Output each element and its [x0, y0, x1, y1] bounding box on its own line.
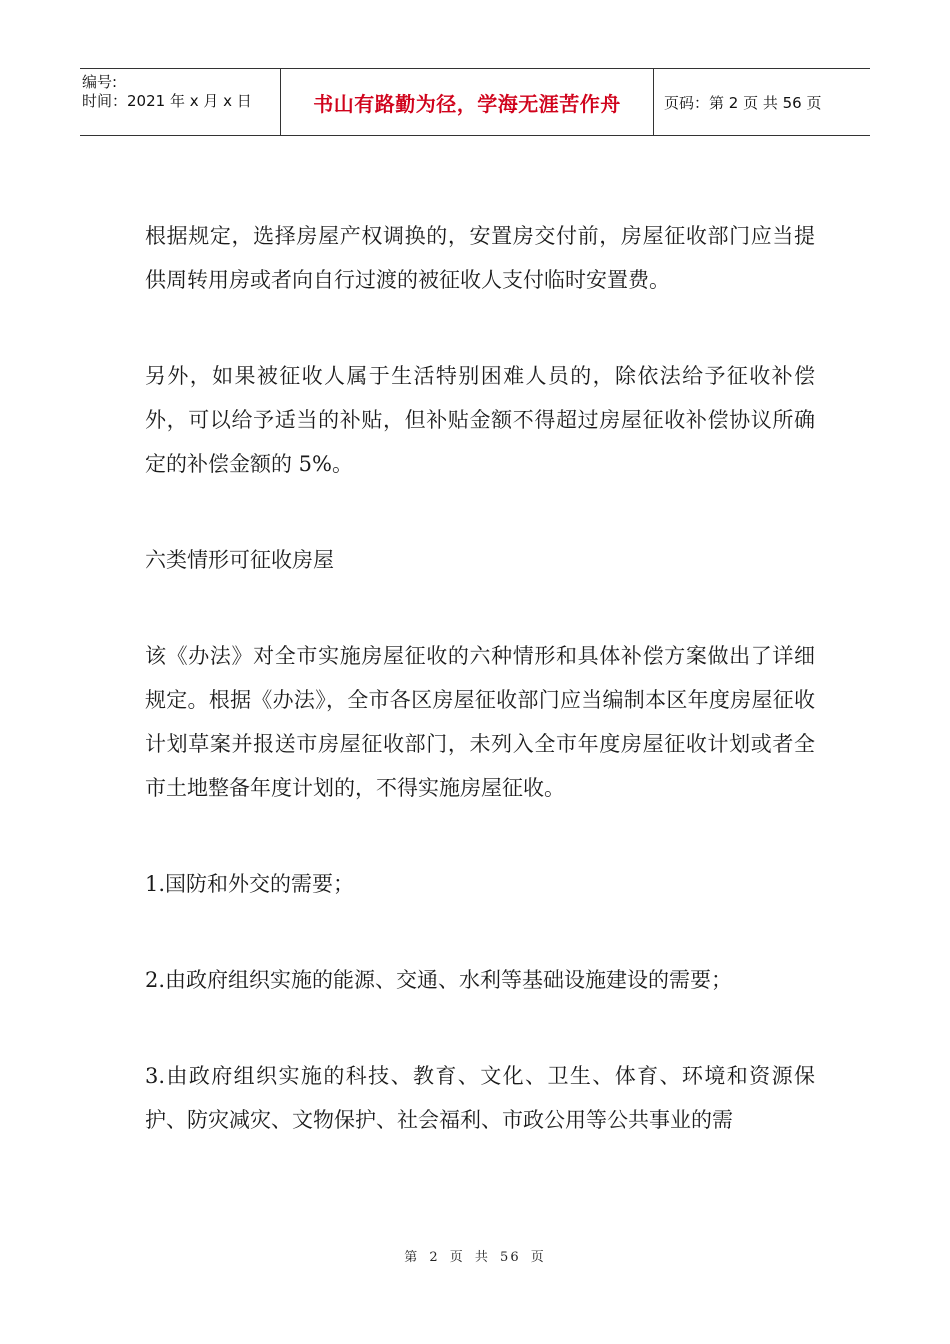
document-time-label: 时间：2021 年 x 月 x 日: [82, 92, 252, 110]
list-item: 3.由政府组织实施的科技、教育、文化、卫生、体育、环境和资源保护、防灾减灾、文物保护、社会福利、市政公用等公共事业的需: [145, 1064, 815, 1132]
header-page-info: 页码：第 2 页 共 56 页: [664, 93, 822, 112]
paragraph: 该《办法》对全市实施房屋征收的六种情形和具体补偿方案做出了详细规定。根据《办法》，全市各区房屋征收部门应当编制本区年度房屋征收计划草案并报送市房屋征收部门，未列入全市年度房屋征收计划或者全市土地整备年度计划的，不得实施房屋征收。: [145, 644, 815, 800]
document-body: [145, 214, 815, 1194]
section-heading: 六类情形可征收房屋: [145, 548, 334, 572]
list-item: 2.由政府组织实施的能源、交通、水利等基础设施建设的需要；: [145, 968, 733, 992]
header-meta: [80, 69, 281, 135]
list-item: 1.国防和外交的需要；: [145, 872, 355, 896]
paragraph: 根据规定，选择房屋产权调换的，安置房交付前，房屋征收部门应当提供周转用房或者向自行过渡的被征收人支付临时安置费。: [145, 224, 815, 292]
paragraph: 另外，如果被征收人属于生活特别困难人员的，除依法给予征收补偿外，可以给予适当的补贴，但补贴金额不得超过房屋征收补偿协议所确定的补偿金额的 5%。: [145, 364, 815, 476]
page-header: [80, 68, 870, 136]
header-motto: 书山有路勤为径，学海无涯苦作舟: [281, 69, 654, 135]
page-footer: 第 2 页 共 56 页: [404, 1250, 546, 1265]
document-number-label: 编号:: [82, 73, 118, 91]
